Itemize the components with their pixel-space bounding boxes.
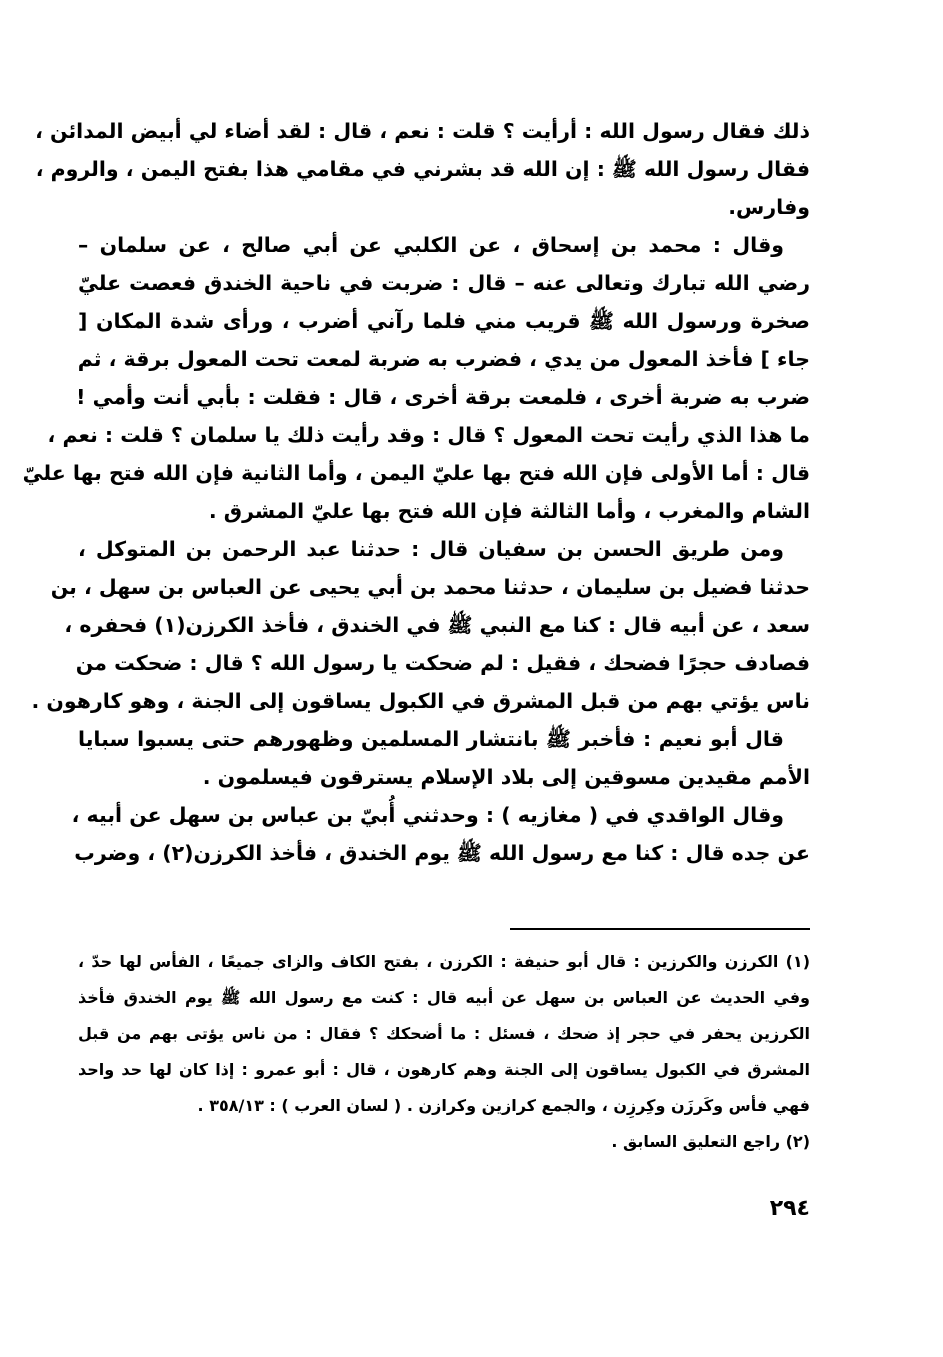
text-line: وقال الواقدي في ( مغازيه ) : وحدثني أُبيّ بن عباس بن سهل عن أبيه ، xyxy=(71,803,784,827)
text-line: صخرة ورسول الله ﷺ قريب مني فلما رآني أضرب ، ورأى شدة المكان [ xyxy=(78,309,810,333)
text-line: الأمم مقيدين مسوقين إلى بلاد الإسلام يسترقون فيسلمون . xyxy=(202,765,810,789)
footnote-line: وفي الحديث عن العباس بن سهل عن أبيه قال : كنت مع رسول الله ﷺ يوم الخندق فأخذ xyxy=(78,988,810,1007)
text-line: عن جده قال : كنا مع رسول الله ﷺ يوم الخندق ، فأخذ الكرزن(٢) ، وضرب xyxy=(74,841,810,865)
footnote-separator xyxy=(510,928,810,930)
text-line: جاء ] فأخذ المعول من يدي ، فضرب به ضربة لمعت تحت المعول برقة ، ثم xyxy=(77,347,810,371)
footnote-line: المشرق في الكبول يساقون إلى الجنة وهم كارهون ، قال : أبو عمرو : إذا كان لها حد واحد xyxy=(78,1060,810,1079)
text-line: ضرب به ضربة أخرى ، فلمعت برقة أخرى ، قال : فقلت : بأبي أنت وأمي ! xyxy=(76,385,810,409)
footnote-line: (٢) راجع التعليق السابق . xyxy=(611,1132,810,1151)
footnote-line: الكرزين يحفر في حجر إذ ضحك ، فسئل : ما أضحكك ؟ فقال : من ناس يؤتى بهم من قبل xyxy=(78,1024,810,1043)
text-line: سعد ، عن أبيه قال : كنا مع النبي ﷺ في الخندق ، فأخذ الكرزن(١) فحفره ، xyxy=(64,613,810,637)
text-line: رضي الله تبارك وتعالى عنه – قال : ضربت في ناحية الخندق فعصت عليّ xyxy=(78,271,810,295)
text-line: ما هذا الذي رأيت تحت المعول ؟ قال : وقد رأيت ذلك يا سلمان ؟ قلت : نعم ، xyxy=(47,423,810,447)
text-line: فصادف حجرًا فضحك ، فقيل : لم ضحكت يا رسول الله ؟ قال : ضحكت من xyxy=(75,651,810,675)
text-line: حدثنا فضيل بن سليمان ، حدثنا محمد بن أبي يحيى عن العباس بن سهل ، بن xyxy=(50,575,810,599)
page-number: ٢٩٤ xyxy=(769,1196,810,1221)
text-line: ومن طريق الحسن بن سفيان قال : حدثنا عبد الرحمن بن المتوكل ، xyxy=(78,537,784,561)
text-line: وقال : محمد بن إسحاق ، عن الكلبي عن أبي صالح ، عن سلمان – xyxy=(78,233,784,257)
text-line: الشام والمغرب ، وأما الثالثة فإن الله فتح بها عليّ المشرق . xyxy=(208,499,810,523)
footnote-line: (١) الكرزن والكرزين : قال أبو حنيفة : الكرزن ، بفتح الكاف والزاى جميعًا ، الفأس لها حدّ ، xyxy=(78,952,810,971)
text-line: ناس يؤتي بهم من قبل المشرق في الكبول يساقون إلى الجنة ، وهو كارهون . xyxy=(31,689,810,713)
main-text-block xyxy=(22,112,810,872)
footnotes-block xyxy=(78,944,810,1160)
text-line: قال : أما الأولى فإن الله فتح بها عليّ اليمن ، وأما الثانية فإن الله فتح بها عليّ xyxy=(22,461,810,485)
footnote-line: فهي فأس وكَرزَن وكِرزِن ، والجمع كرازين وكرازن . ( لسان العرب ) : ٣٥٨/١٣ . xyxy=(197,1096,810,1115)
text-line: فقال رسول الله ﷺ : إن الله قد بشرني في مقامي هذا بفتح اليمن ، والروم ، xyxy=(35,157,810,181)
text-line: قال أبو نعيم : فأخبر ﷺ بانتشار المسلمين وظهورهم حتى يسبوا سبايا xyxy=(78,727,784,751)
text-line: ذلك فقال رسول الله : أرأيت ؟ قلت : نعم ، قال : لقد أضاء لي أبيض المدائن ، xyxy=(35,119,810,143)
text-line: وفارس. xyxy=(728,195,810,219)
